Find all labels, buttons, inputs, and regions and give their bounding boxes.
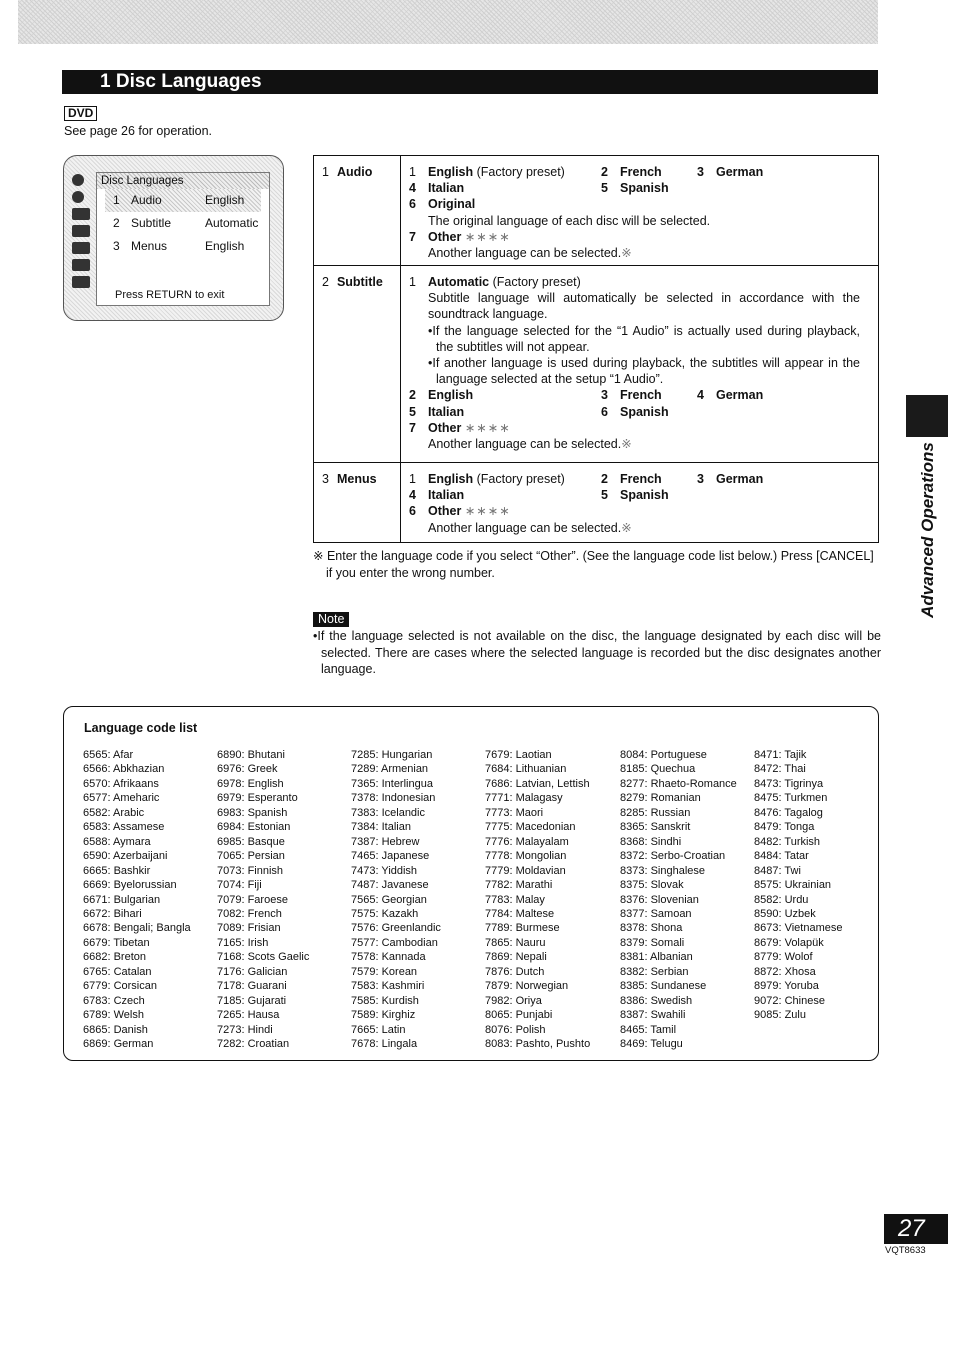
language-code-entry: 8379: Somali <box>620 936 685 949</box>
osd-row-value: English <box>205 239 245 253</box>
language-code-entry: 7384: Italian <box>351 821 411 834</box>
option-number: 1 <box>409 472 416 486</box>
option-label: Automatic <box>428 275 490 289</box>
option-label: Italian <box>428 488 465 503</box>
settings-category <box>314 156 401 265</box>
language-code-entry: 8376: Slovenian <box>620 893 699 906</box>
option-label: German <box>716 165 764 179</box>
language-code-entry: 7378: Indonesian <box>351 792 436 805</box>
language-code-entry: 6577: Ameharic <box>83 792 160 805</box>
option-number: 4 <box>409 488 416 503</box>
language-list-title: Language code list <box>84 721 198 735</box>
language-code-entry: 7265: Hausa <box>217 1009 280 1022</box>
language-code-entry: 6590: Azerbaijani <box>83 850 168 863</box>
language-code-entry: 7684: Lithuanian <box>485 763 567 776</box>
language-code-entry: 7473: Yiddish <box>351 864 418 877</box>
option-line <box>409 196 860 212</box>
language-code-entry: 7082: French <box>217 907 282 920</box>
option-label: Other <box>428 420 462 435</box>
language-code-entry: 7576: Greenlandic <box>351 922 441 935</box>
option-line <box>409 420 860 436</box>
language-code-entry: 7589: Kirghiz <box>351 1009 416 1022</box>
option-number: 5 <box>601 181 608 196</box>
option-number: 6 <box>409 504 416 519</box>
language-column <box>620 748 737 1052</box>
osd-row-number: 1 <box>113 193 120 207</box>
language-code-entry: 8277: Rhaeto-Romance <box>620 777 737 790</box>
language-code-entry: 7465: Japanese <box>351 850 430 863</box>
language-code-entry: 7185: Gujarati <box>217 994 287 1007</box>
option-label: Spanish <box>620 404 669 419</box>
language-code-entry: 6566: Abkhazian <box>83 763 165 776</box>
language-code-entry: 7285: Hungarian <box>351 749 433 761</box>
language-code-entry: 7585: Kurdish <box>351 994 419 1007</box>
dvd-badge: DVD <box>64 106 97 121</box>
language-code-entry: 8979: Yoruba <box>754 980 819 993</box>
language-code-entry: 6583: Assamese <box>83 821 165 834</box>
option-description <box>409 436 860 452</box>
language-code-entry: 7879: Norwegian <box>485 980 569 993</box>
settings-options <box>401 266 878 452</box>
settings-row-audio <box>314 156 878 266</box>
language-code-entry: 7273: Hindi <box>217 1023 273 1036</box>
option-item <box>428 274 581 290</box>
language-code-entry: 8673: Vietnamese <box>754 922 843 935</box>
language-code-entry: 6890: Bhutani <box>217 749 285 761</box>
option-label: Italian <box>428 181 465 196</box>
footnote-mark: ※ <box>621 520 633 535</box>
language-code-entry: 6976: Greek <box>217 763 278 776</box>
option-label: Other <box>428 229 462 244</box>
language-code-entry: 7778: Mongolian <box>485 850 567 863</box>
osd-panel <box>96 172 270 306</box>
language-code-entry: 8482: Turkish <box>754 835 821 848</box>
option-item <box>428 471 565 487</box>
settings-row-subtitle <box>314 266 878 463</box>
language-code-entry: 6869: German <box>83 1038 154 1051</box>
option-description <box>409 245 860 261</box>
option-description-text: Another language can be selected. <box>428 245 622 260</box>
footnote-mark: ※ <box>621 245 633 260</box>
language-code-entry: 8083: Pashto, Pushto <box>485 1038 591 1051</box>
option-line <box>409 229 860 245</box>
language-code-entry: 7665: Latin <box>351 1023 406 1036</box>
option-label: Other <box>428 504 462 519</box>
language-code-entry: 8590: Uzbek <box>754 907 816 920</box>
language-code-entry: 8471: Tajik <box>754 749 807 761</box>
category-number: 1 <box>322 165 329 179</box>
language-code-entry: 8365: Sanskrit <box>620 821 691 834</box>
option-line <box>409 503 860 519</box>
option-line <box>409 164 860 180</box>
osd-row-label: Audio <box>131 193 162 207</box>
option-bullet: •If another language is used during playback, the subtitles will appear in the language selected at the setup “1 Audio”. <box>428 356 860 387</box>
language-code-entry: 6865: Danish <box>83 1023 148 1036</box>
option-label: English <box>428 165 474 179</box>
osd-row-number: 3 <box>113 239 120 253</box>
language-code-entry: 6570: Afrikaans <box>83 777 159 790</box>
menu-icon <box>72 208 90 220</box>
language-code-entry: 7575: Kazakh <box>351 907 419 920</box>
language-code-entry: 8386: Swedish <box>620 994 693 1007</box>
option-label: German <box>716 388 764 403</box>
disc-icon <box>72 191 84 203</box>
code-placeholder: ∗∗∗∗ <box>464 229 511 244</box>
option-label: French <box>620 165 662 179</box>
option-line <box>409 180 860 196</box>
osd-row-label: Subtitle <box>131 216 172 230</box>
language-code-entry: 6985: Basque <box>217 835 285 848</box>
language-column <box>217 748 309 1052</box>
option-bullet: •If the language selected for the “1 Audio” is actually used during playback, the subtitles will not appear. <box>428 323 860 354</box>
menu-icon <box>72 225 90 237</box>
language-code-entry: 8076: Polish <box>485 1023 546 1036</box>
settings-row-menus <box>314 463 878 542</box>
option-note: (Factory preset) <box>489 275 581 289</box>
category-number: 2 <box>322 275 329 289</box>
language-code-entry: 6783: Czech <box>83 994 145 1007</box>
option-number: 2 <box>601 472 608 486</box>
category-label: Subtitle <box>336 275 383 289</box>
language-code-entry: 7771: Malagasy <box>485 792 563 805</box>
category-label: Menus <box>336 472 377 486</box>
page-number: 27 <box>884 1214 948 1244</box>
language-code-entry: 7876: Dutch <box>485 965 545 978</box>
language-code-entry: 7282: Croatian <box>217 1038 290 1051</box>
footnote-mark: ※ <box>621 436 633 451</box>
option-number: 2 <box>409 388 416 403</box>
settings-table <box>313 155 879 543</box>
option-number: 3 <box>697 165 704 179</box>
option-number: 7 <box>409 420 416 435</box>
language-code-entry: 7065: Persian <box>217 850 285 863</box>
language-code-entry: 7869: Nepali <box>485 951 547 964</box>
language-code-entry: 8285: Russian <box>620 806 691 819</box>
option-label: French <box>620 388 662 403</box>
language-code-entry: 7782: Marathi <box>485 879 553 892</box>
language-code-entry: 8382: Serbian <box>620 965 689 978</box>
language-code-entry: 8378: Shona <box>620 922 683 935</box>
menu-icon <box>72 276 90 288</box>
language-code-entry: 6565: Afar <box>83 749 134 761</box>
language-column <box>351 748 441 1052</box>
option-item <box>428 420 511 436</box>
language-code-entry: 8487: Twi <box>754 864 801 877</box>
language-code-entry: 7487: Javanese <box>351 879 429 892</box>
settings-category <box>314 266 401 462</box>
language-code-entry: 6679: Tibetan <box>83 936 150 949</box>
see-page-text: See page 26 for operation. <box>64 124 213 138</box>
code-placeholder: ∗∗∗∗ <box>464 504 511 519</box>
language-code-entry: 6682: Breton <box>83 951 146 964</box>
option-description <box>409 520 860 536</box>
settings-category <box>314 463 401 542</box>
option-number: 4 <box>409 181 416 196</box>
language-code-entry: 8373: Singhalese <box>620 864 706 877</box>
language-code-entry: 8084: Portuguese <box>620 749 707 761</box>
option-line <box>409 404 860 420</box>
language-code-entry: 7686: Latvian, Lettish <box>485 777 590 790</box>
language-code-entry: 7079: Faroese <box>217 893 288 906</box>
language-code-entry: 7365: Interlingua <box>351 777 433 790</box>
settings-options <box>401 463 878 536</box>
language-code-entry: 8372: Serbo-Croatian <box>620 850 726 863</box>
language-code-entry: 7178: Guarani <box>217 980 287 993</box>
language-code-entry: 9085: Zulu <box>754 1009 806 1022</box>
language-code-entry: 6665: Bashkir <box>83 864 151 877</box>
language-code-entry: 7383: Icelandic <box>351 806 425 819</box>
language-code-entry: 7775: Macedonian <box>485 821 576 834</box>
language-code-entry: 6672: Bihari <box>83 907 142 920</box>
language-code-entry: 6582: Arabic <box>83 806 145 819</box>
option-note: (Factory preset) <box>473 472 565 486</box>
note-text: •If the language selected is not available on the disc, the language designated by each disc will be selected. There are cases where the selected language is recorded but the disc designates another language. <box>313 629 881 676</box>
language-code-entry: 8185: Quechua <box>620 763 696 776</box>
language-code-entry: 7176: Galician <box>217 965 288 978</box>
language-code-entry: 6779: Corsican <box>83 980 157 993</box>
language-code-entry: 7074: Fiji <box>217 879 262 892</box>
language-column <box>485 748 590 1052</box>
option-number: 6 <box>601 404 608 419</box>
osd-row-number: 2 <box>113 216 120 230</box>
language-code-entry: 8375: Slovak <box>620 879 684 892</box>
section-side-label: Advanced Operations <box>918 442 937 618</box>
option-label: French <box>620 472 662 486</box>
option-description-text: Another language can be selected. <box>428 436 622 451</box>
option-line <box>409 487 860 503</box>
option-item <box>428 164 565 180</box>
option-description: Subtitle language will automatically be selected in accordance with the soundtrack language. <box>428 291 860 322</box>
option-item <box>428 503 511 519</box>
language-code-entry: 6678: Bengali; Bangla <box>83 922 191 935</box>
language-code-entry: 8472: Thai <box>754 763 806 776</box>
language-code-entry: 6984: Estonian <box>217 821 291 834</box>
option-number: 6 <box>409 197 416 212</box>
osd-screen-illustration <box>63 155 284 321</box>
language-code-entry: 7783: Malay <box>485 893 545 906</box>
option-number: 4 <box>697 388 704 403</box>
osd-row-label: Menus <box>131 239 168 253</box>
osd-icon-column <box>72 174 94 293</box>
language-code-list <box>63 706 879 1061</box>
language-code-entry: 8469: Telugu <box>620 1038 683 1051</box>
language-code-entry: 8872: Xhosa <box>754 965 816 978</box>
language-code-entry: 8575: Ukrainian <box>754 879 832 892</box>
footnote: ※ Enter the language code if you select “Other”. (See the language code list below.) Press [CANCEL] if you enter the wrong number. <box>313 549 874 580</box>
top-texture-band <box>18 0 878 44</box>
language-code-entry: 7089: Frisian <box>217 922 281 935</box>
language-column <box>754 748 842 1023</box>
language-code-entry: 6983: Spanish <box>217 806 288 819</box>
option-number: 1 <box>409 165 416 179</box>
disc-icon <box>72 174 84 186</box>
option-line <box>409 387 860 403</box>
osd-exit-text: Press RETURN to exit <box>115 289 225 301</box>
option-number: 7 <box>409 229 416 244</box>
language-code-entry: 8279: Romanian <box>620 792 701 805</box>
language-code-entry: 6588: Aymara <box>83 835 151 848</box>
language-code-entry: 6669: Byelorussian <box>83 879 177 892</box>
option-note: (Factory preset) <box>473 165 565 179</box>
language-code-entry: 8387: Swahili <box>620 1009 686 1022</box>
language-code-entry: 7168: Scots Gaelic <box>217 951 310 964</box>
language-code-entry: 8385: Sundanese <box>620 980 707 993</box>
language-code-entry: 7982: Oriya <box>485 994 542 1007</box>
language-code-entry: 8476: Tagalog <box>754 806 823 819</box>
language-code-entry: 7678: Lingala <box>351 1038 418 1051</box>
language-code-entry: 6671: Bulgarian <box>83 893 161 906</box>
model-code: VQT8633 <box>885 1245 926 1256</box>
option-label: English <box>428 388 474 403</box>
language-column <box>83 748 191 1052</box>
language-code-entry: 6765: Catalan <box>83 965 152 978</box>
option-label: Spanish <box>620 181 669 196</box>
language-code-entry: 8475: Turkmen <box>754 792 828 805</box>
language-code-entry: 8479: Tonga <box>754 821 815 834</box>
language-code-entry: 6979: Esperanto <box>217 792 298 805</box>
page-title: 1 Disc Languages <box>62 70 878 94</box>
language-code-entry: 7579: Korean <box>351 965 418 978</box>
language-code-entry: 8779: Wolof <box>754 951 813 964</box>
category-label: Audio <box>336 165 373 179</box>
section-tab-marker <box>906 395 948 437</box>
option-label: Spanish <box>620 488 669 503</box>
language-code-entry: 7784: Maltese <box>485 907 555 920</box>
option-label: German <box>716 472 764 486</box>
language-code-entry: 7165: Irish <box>217 936 269 949</box>
menu-icon <box>72 259 90 271</box>
osd-header: Disc Languages <box>97 173 269 189</box>
language-code-entry: 7565: Georgian <box>351 893 427 906</box>
osd-row-audio <box>105 189 261 212</box>
language-code-entry: 8484: Tatar <box>754 850 809 863</box>
osd-row-value: Automatic <box>205 216 259 230</box>
language-code-entry: 7776: Malayalam <box>485 835 569 848</box>
option-line <box>409 471 860 487</box>
language-code-entry: 6789: Welsh <box>83 1009 144 1022</box>
osd-row-subtitle <box>97 212 269 235</box>
language-code-entry: 7773: Maori <box>485 806 544 819</box>
option-number: 3 <box>697 472 704 486</box>
language-code-entry: 7779: Moldavian <box>485 864 566 877</box>
category-number: 3 <box>322 472 329 486</box>
language-code-entry: 7789: Burmese <box>485 922 560 935</box>
option-item <box>428 229 511 245</box>
settings-options <box>401 156 878 261</box>
option-description-text: Another language can be selected. <box>428 520 622 535</box>
language-code-entry: 7289: Armenian <box>351 763 429 776</box>
osd-row-menus <box>97 235 269 258</box>
language-code-entry: 8679: Volapük <box>754 936 824 949</box>
option-label: English <box>428 472 474 486</box>
language-code-entry: 6978: English <box>217 777 284 790</box>
language-code-entry: 8377: Samoan <box>620 907 692 920</box>
option-line <box>409 274 860 290</box>
language-code-entry: 8582: Urdu <box>754 893 809 906</box>
language-code-entry: 8473: Tigrinya <box>754 777 824 790</box>
language-code-entry: 8065: Punjabi <box>485 1009 553 1022</box>
language-code-entry: 7578: Kannada <box>351 951 426 964</box>
language-code-entry: 7577: Cambodian <box>351 936 438 949</box>
osd-row-value: English <box>205 193 245 207</box>
option-number: 3 <box>601 388 608 403</box>
language-code-entry: 8381: Albanian <box>620 951 693 964</box>
language-code-entry: 7073: Finnish <box>217 864 284 877</box>
option-label: Original <box>428 197 476 212</box>
language-code-entry: 7387: Hebrew <box>351 835 420 848</box>
option-label: Italian <box>428 404 465 419</box>
option-number: 1 <box>409 275 416 289</box>
menu-icon <box>72 242 90 254</box>
code-placeholder: ∗∗∗∗ <box>464 420 511 435</box>
language-code-entry: 7679: Laotian <box>485 749 552 761</box>
language-code-entry: 8465: Tamil <box>620 1023 677 1036</box>
note-badge: Note <box>313 612 349 627</box>
language-code-entry: 7865: Nauru <box>485 936 546 949</box>
option-number: 5 <box>601 488 608 503</box>
option-description: The original language of each disc will be selected. <box>428 213 711 228</box>
option-number: 5 <box>409 404 416 419</box>
language-code-entry: 8368: Sindhi <box>620 835 682 848</box>
option-number: 2 <box>601 165 608 179</box>
language-code-entry: 7583: Kashmiri <box>351 980 425 993</box>
language-code-entry: 9072: Chinese <box>754 994 825 1007</box>
